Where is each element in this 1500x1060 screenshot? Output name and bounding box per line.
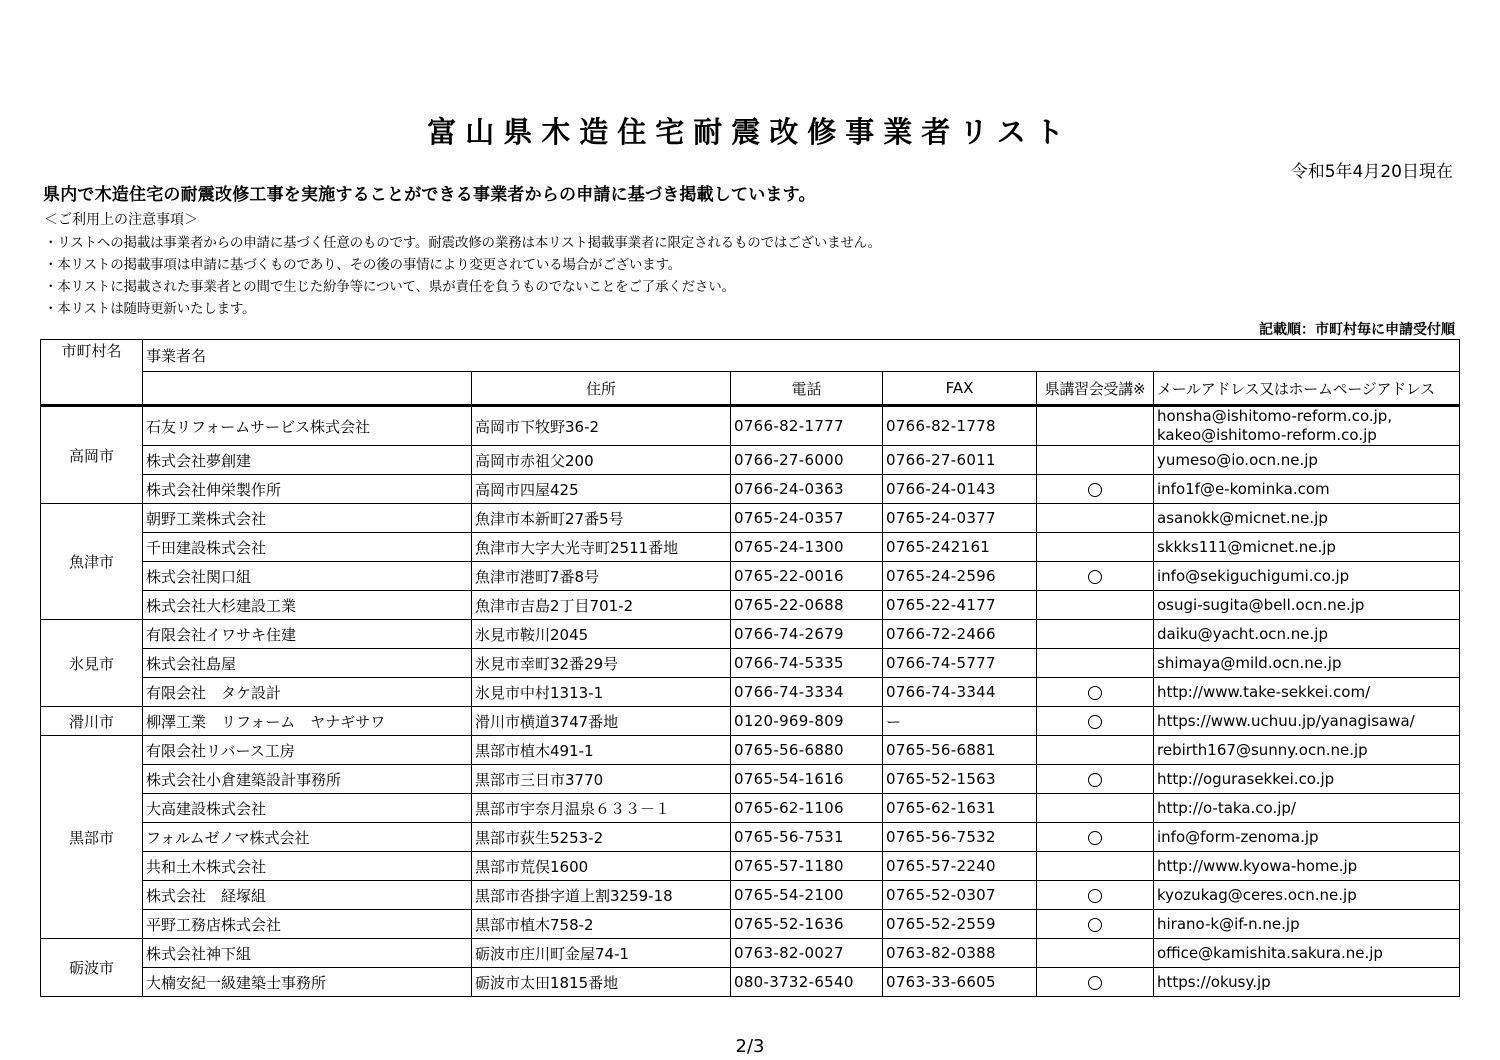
tel-cell: 0763-82-0027 <box>731 939 883 968</box>
municipality-cell: 氷見市 <box>41 620 143 707</box>
seminar-cell <box>1037 707 1154 736</box>
contact-cell <box>1154 504 1460 533</box>
business-name-cell: 株式会社神下組 <box>143 939 472 968</box>
note-1: ・リストへの掲載は事業者からの申請に基づく任意のものです。耐震改修の業務は本リスト掲載事業者に限定されるものではございません。 <box>44 235 882 251</box>
note-2: ・本リストの掲載事項は申請に基づくものであり、その後の事情により変更されている場合がございます。 <box>44 257 682 273</box>
seminar-cell <box>1037 475 1154 504</box>
address-cell: 黒部市宇奈月温泉６３３－１ <box>472 794 731 823</box>
header-tel: 電話 <box>731 372 883 406</box>
business-name-cell: 朝野工業株式会社 <box>143 504 472 533</box>
fax-cell: 0766-27-6011 <box>883 446 1037 475</box>
contact-address[interactable]: kyozukag@ceres.ocn.ne.jp <box>1157 885 1357 904</box>
seminar-cell <box>1037 620 1154 649</box>
address-cell: 黒部市沓掛字道上割3259-18 <box>472 881 731 910</box>
tel-cell: 0765-54-2100 <box>731 881 883 910</box>
fax-cell: ー <box>883 707 1037 736</box>
business-name-cell: 千田建設株式会社 <box>143 533 472 562</box>
seminar-cell <box>1037 406 1154 446</box>
business-name-cell: 柳澤工業 リフォーム ヤナギサワ <box>143 707 472 736</box>
contact-cell <box>1154 707 1460 736</box>
seminar-attended-circle-icon <box>1088 773 1102 787</box>
note-4: ・本リストは随時更新いたします。 <box>44 301 256 317</box>
tel-cell: 0765-24-1300 <box>731 533 883 562</box>
tel-cell: 0765-57-1180 <box>731 852 883 881</box>
contact-cell <box>1154 591 1460 620</box>
contact-address[interactable]: asanokk@micnet.ne.jp <box>1157 508 1328 527</box>
municipality-cell: 黒部市 <box>41 736 143 939</box>
fax-cell: 0765-52-0307 <box>883 881 1037 910</box>
contact-cell <box>1154 852 1460 881</box>
header-contact: メールアドレス又はホームページアドレス <box>1154 372 1460 406</box>
municipality-cell: 魚津市 <box>41 504 143 620</box>
tel-cell: 0766-74-2679 <box>731 620 883 649</box>
contact-address[interactable]: info1f@e-kominka.com <box>1157 479 1330 498</box>
contact-address[interactable]: kakeo@ishitomo-reform.co.jp <box>1157 426 1377 444</box>
fax-cell: 0765-22-4177 <box>883 591 1037 620</box>
business-name-cell: 株式会社島屋 <box>143 649 472 678</box>
contact-cell <box>1154 406 1460 446</box>
tel-cell: 0766-74-5335 <box>731 649 883 678</box>
business-name-cell: 有限会社 タケ設計 <box>143 678 472 707</box>
address-cell: 氷見市幸町32番29号 <box>472 649 731 678</box>
tel-cell: 0765-22-0016 <box>731 562 883 591</box>
municipality-cell: 高岡市 <box>41 406 143 504</box>
table-row <box>41 707 1460 736</box>
seminar-cell <box>1037 765 1154 794</box>
fax-cell: 0765-62-1631 <box>883 794 1037 823</box>
page-title: 富山県木造住宅耐震改修事業者リスト <box>427 115 1073 149</box>
seminar-attended-circle-icon <box>1088 889 1102 903</box>
tel-cell: 0765-56-7531 <box>731 823 883 852</box>
table-row <box>41 406 1460 446</box>
contact-cell <box>1154 968 1460 997</box>
business-name-cell: 共和土木株式会社 <box>143 852 472 881</box>
contact-cell <box>1154 649 1460 678</box>
fax-cell: 0763-82-0388 <box>883 939 1037 968</box>
contact-cell <box>1154 562 1460 591</box>
address-cell: 黒部市三日市3770 <box>472 765 731 794</box>
contact-address[interactable]: http://ogurasekkei.co.jp <box>1157 769 1335 788</box>
contact-address[interactable]: shimaya@mild.ocn.ne.jp <box>1157 653 1342 672</box>
page-number: 2/3 <box>735 1036 765 1057</box>
table-row <box>41 591 1460 620</box>
business-name-cell: 株式会社夢創建 <box>143 446 472 475</box>
business-name-cell: 大楠安紀一級建築士事務所 <box>143 968 472 997</box>
seminar-cell <box>1037 910 1154 939</box>
business-name-cell: 石友リフォームサービス株式会社 <box>143 406 472 446</box>
business-name-cell: 大高建設株式会社 <box>143 794 472 823</box>
fax-cell: 0765-57-2240 <box>883 852 1037 881</box>
fax-cell: 0766-24-0143 <box>883 475 1037 504</box>
header-fax: FAX <box>883 372 1037 406</box>
tel-cell: 0765-52-1636 <box>731 910 883 939</box>
table-row <box>41 736 1460 765</box>
business-name-cell: 有限会社リバース工房 <box>143 736 472 765</box>
municipality-cell: 滑川市 <box>41 707 143 736</box>
contact-address[interactable]: yumeso@io.ocn.ne.jp <box>1157 450 1318 469</box>
notes-heading: ＜ご利用上の注意事項＞ <box>44 212 198 228</box>
fax-cell: 0766-72-2466 <box>883 620 1037 649</box>
fax-cell: 0765-56-7532 <box>883 823 1037 852</box>
table-row <box>41 765 1460 794</box>
contact-cell <box>1154 678 1460 707</box>
table-row <box>41 678 1460 707</box>
seminar-attended-circle-icon <box>1088 831 1102 845</box>
fax-cell: 0766-74-5777 <box>883 649 1037 678</box>
business-name-cell: 平野工務店株式会社 <box>143 910 472 939</box>
business-name-cell: 株式会社大杉建設工業 <box>143 591 472 620</box>
business-name-cell: 株式会社関口組 <box>143 562 472 591</box>
seminar-attended-circle-icon <box>1088 976 1102 990</box>
tel-cell: 0766-24-0363 <box>731 475 883 504</box>
table-row <box>41 649 1460 678</box>
address-cell: 砺波市太田1815番地 <box>472 968 731 997</box>
seminar-cell <box>1037 678 1154 707</box>
address-cell: 高岡市四屋425 <box>472 475 731 504</box>
table-row <box>41 881 1460 910</box>
table-row <box>41 852 1460 881</box>
tel-cell: 0765-56-6880 <box>731 736 883 765</box>
contact-address[interactable]: http://o-taka.co.jp/ <box>1157 798 1296 817</box>
address-cell: 氷見市中村1313-1 <box>472 678 731 707</box>
address-cell: 滑川市横道3747番地 <box>472 707 731 736</box>
address-cell: 黒部市植木491-1 <box>472 736 731 765</box>
contact-address[interactable]: honsha@ishitomo-reform.co.jp, <box>1157 407 1393 425</box>
header-address: 住所 <box>472 372 731 406</box>
seminar-cell <box>1037 794 1154 823</box>
seminar-cell <box>1037 852 1154 881</box>
address-cell: 氷見市鞍川2045 <box>472 620 731 649</box>
fax-cell: 0765-242161 <box>883 533 1037 562</box>
contact-address[interactable]: http://www.kyowa-home.jp <box>1157 856 1358 875</box>
tel-cell: 0120-969-809 <box>731 707 883 736</box>
seminar-cell <box>1037 504 1154 533</box>
table-row <box>41 562 1460 591</box>
tel-cell: 0765-62-1106 <box>731 794 883 823</box>
contact-cell <box>1154 910 1460 939</box>
table-row <box>41 939 1460 968</box>
note-3: ・本リストに掲載された事業者との間で生じた紛争等について、県が責任を負うものでないことをご了承ください。 <box>44 279 735 295</box>
business-name-cell: フォルムゼノマ株式会社 <box>143 823 472 852</box>
tel-cell: 0766-82-1777 <box>731 406 883 446</box>
table-row <box>41 620 1460 649</box>
header-seminar: 県講習会受講※ <box>1037 372 1154 406</box>
as-of-date: 令和5年4月20日現在 <box>1290 162 1453 182</box>
contact-address[interactable]: office@kamishita.sakura.ne.jp <box>1157 943 1383 962</box>
table-row <box>41 504 1460 533</box>
business-name-cell: 株式会社伸栄製作所 <box>143 475 472 504</box>
table-row <box>41 794 1460 823</box>
header-municipality: 市町村名 <box>41 340 143 406</box>
address-cell: 魚津市港町7番8号 <box>472 562 731 591</box>
seminar-cell <box>1037 939 1154 968</box>
address-cell: 黒部市荒俣1600 <box>472 852 731 881</box>
address-cell: 黒部市荻生5253-2 <box>472 823 731 852</box>
contact-cell <box>1154 533 1460 562</box>
contact-cell <box>1154 939 1460 968</box>
table-row <box>41 910 1460 939</box>
table-body <box>41 406 1460 997</box>
fax-cell: 0765-52-2559 <box>883 910 1037 939</box>
contact-address[interactable]: rebirth167@sunny.ocn.ne.jp <box>1157 740 1368 759</box>
contact-cell <box>1154 881 1460 910</box>
seminar-cell <box>1037 968 1154 997</box>
contact-cell <box>1154 794 1460 823</box>
address-cell: 高岡市赤祖父200 <box>472 446 731 475</box>
contact-address[interactable]: info@sekiguchigumi.co.jp <box>1157 566 1350 585</box>
address-cell: 黒部市植木758-2 <box>472 910 731 939</box>
contact-cell <box>1154 736 1460 765</box>
business-name-cell: 株式会社小倉建築設計事務所 <box>143 765 472 794</box>
tel-cell: 0765-24-0357 <box>731 504 883 533</box>
contact-address[interactable]: skkks111@micnet.ne.jp <box>1157 537 1336 556</box>
contact-address[interactable]: hirano-k@if-n.ne.jp <box>1157 914 1300 933</box>
seminar-cell <box>1037 881 1154 910</box>
municipality-cell: 砺波市 <box>41 939 143 997</box>
table-row <box>41 968 1460 997</box>
tel-cell: 0765-22-0688 <box>731 591 883 620</box>
table-row <box>41 823 1460 852</box>
tel-cell: 080-3732-6540 <box>731 968 883 997</box>
fax-cell: 0765-52-1563 <box>883 765 1037 794</box>
tel-cell: 0765-54-1616 <box>731 765 883 794</box>
seminar-attended-circle-icon <box>1088 483 1102 497</box>
contractor-table <box>40 339 1460 997</box>
fax-cell: 0765-24-0377 <box>883 504 1037 533</box>
seminar-cell <box>1037 533 1154 562</box>
seminar-cell <box>1037 823 1154 852</box>
contact-cell <box>1154 823 1460 852</box>
contact-address[interactable]: http://www.take-sekkei.com/ <box>1157 682 1371 701</box>
fax-cell: 0763-33-6605 <box>883 968 1037 997</box>
address-cell: 魚津市本新町27番5号 <box>472 504 731 533</box>
tel-cell: 0766-27-6000 <box>731 446 883 475</box>
contact-address[interactable]: https://www.uchuu.jp/yanagisawa/ <box>1157 711 1415 730</box>
tel-cell: 0766-74-3334 <box>731 678 883 707</box>
seminar-cell <box>1037 562 1154 591</box>
seminar-cell <box>1037 649 1154 678</box>
table-row <box>41 446 1460 475</box>
fax-cell: 0765-24-2596 <box>883 562 1037 591</box>
seminar-cell <box>1037 446 1154 475</box>
seminar-attended-circle-icon <box>1088 918 1102 932</box>
address-cell: 魚津市大字大光寺町2511番地 <box>472 533 731 562</box>
address-cell: 砺波市庄川町金屋74-1 <box>472 939 731 968</box>
intro-text: 県内で木造住宅の耐震改修工事を実施することができる事業者からの申請に基づき掲載しています。 <box>43 185 816 205</box>
address-cell: 魚津市吉島2丁目701-2 <box>472 591 731 620</box>
contact-cell <box>1154 446 1460 475</box>
business-name-cell: 株式会社 経塚組 <box>143 881 472 910</box>
table-row <box>41 475 1460 504</box>
header-business: 事業者名 <box>143 340 472 372</box>
seminar-attended-circle-icon <box>1088 570 1102 584</box>
contact-address[interactable]: info@form-zenoma.jp <box>1157 827 1319 846</box>
contact-address[interactable]: osugi-sugita@bell.ocn.ne.jp <box>1157 595 1365 614</box>
seminar-attended-circle-icon <box>1088 686 1102 700</box>
business-name-cell: 有限会社イワサキ住建 <box>143 620 472 649</box>
fax-cell: 0766-82-1778 <box>883 406 1037 446</box>
fax-cell: 0766-74-3344 <box>883 678 1037 707</box>
table-row <box>41 533 1460 562</box>
contact-cell <box>1154 475 1460 504</box>
fax-cell: 0765-56-6881 <box>883 736 1037 765</box>
order-note: 記載順：市町村毎に申請受付順 <box>1259 322 1455 338</box>
contact-address[interactable]: daiku@yacht.ocn.ne.jp <box>1157 624 1328 643</box>
seminar-attended-circle-icon <box>1088 715 1102 729</box>
address-cell: 高岡市下牧野36-2 <box>472 406 731 446</box>
contact-cell <box>1154 765 1460 794</box>
contact-address[interactable]: https://okusy.jp <box>1157 972 1271 991</box>
contact-cell <box>1154 620 1460 649</box>
seminar-cell <box>1037 736 1154 765</box>
seminar-cell <box>1037 591 1154 620</box>
